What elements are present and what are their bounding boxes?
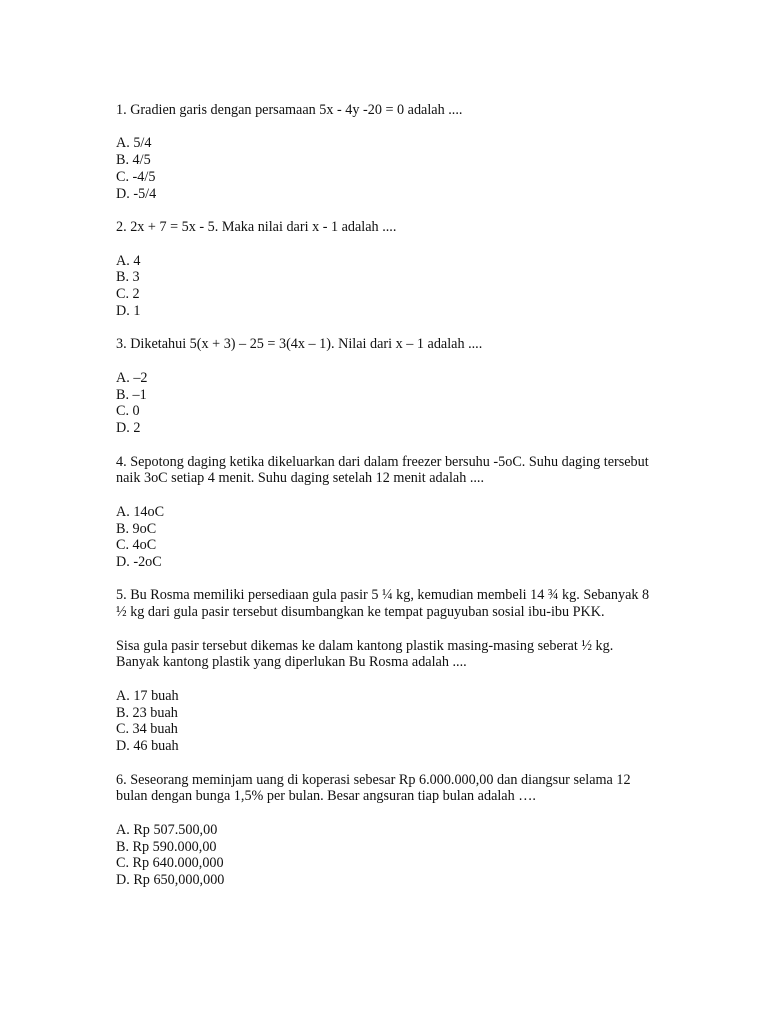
question-text: 2. 2x + 7 = 5x - 5. Maka nilai dari x - 1 adalah .... [116, 219, 397, 236]
question-text: 1. Gradien garis dengan persamaan 5x - 4y -20 = 0 adalah .... [116, 102, 463, 118]
question-stem [116, 336, 656, 353]
option-c: C. 4oC [116, 537, 157, 554]
option-d: D. -5/4 [116, 185, 157, 202]
option-a: A. 17 buah [116, 687, 179, 704]
question-stem [116, 772, 656, 806]
question-text-continued: Sisa gula pasir tersebut dikemas ke dalam kantong plastik masing-masing seberat ½ kg. Banyak kantong plastik yang diperlukan Bu Rosma adalah .... [116, 637, 614, 671]
question-stem [116, 454, 656, 488]
answer-options [116, 135, 656, 202]
question-5 [116, 587, 656, 755]
option-c: C. 2 [116, 286, 140, 303]
option-b: B. 23 buah [116, 704, 178, 721]
option-a: A. 5/4 [116, 135, 152, 152]
question-stem [116, 102, 656, 119]
option-c: C. Rp 640.000,000 [116, 855, 224, 872]
option-a: A. –2 [116, 369, 148, 386]
option-a: A. 4 [116, 252, 141, 269]
option-b: B. Rp 590.000,00 [116, 838, 217, 855]
question-text: 5. Bu Rosma memiliki persediaan gula pasir 5 ¼ kg, kemudian membeli 14 ¾ kg. Sebanyak 8 ½ kg dari gula pasir tersebut disumbangkan ke tempat paguyuban sosial ibu-ibu PKK. [116, 587, 650, 621]
question-stem [116, 587, 656, 671]
question-4 [116, 454, 656, 571]
option-a: A. 14oC [116, 503, 165, 520]
answer-options [116, 370, 656, 437]
question-2 [116, 219, 656, 320]
option-c: C. 34 buah [116, 721, 178, 738]
option-d: D. 1 [116, 302, 141, 319]
question-text: 4. Sepotong daging ketika dikeluarkan dari dalam freezer bersuhu -5oC. Suhu daging tersebut naik 3oC setiap 4 menit. Suhu daging setelah 12 menit adalah .... [116, 453, 649, 487]
question-6 [116, 772, 656, 889]
option-b: B. 3 [116, 269, 140, 286]
option-d: D. 46 buah [116, 738, 179, 755]
option-d: D. 2 [116, 420, 141, 437]
option-c: C. -4/5 [116, 168, 156, 185]
question-stem [116, 219, 656, 236]
option-b: B. –1 [116, 386, 147, 403]
option-d: D. Rp 650,000,000 [116, 872, 225, 889]
option-c: C. 0 [116, 403, 140, 420]
answer-options [116, 822, 656, 889]
option-b: B. 9oC [116, 520, 157, 537]
answer-options [116, 253, 656, 320]
question-text: 6. Seseorang meminjam uang di koperasi sebesar Rp 6.000.000,00 dan diangsur selama 12 bulan dengan bunga 1,5% per bulan. Besar angsuran tiap bulan adalah …. [116, 771, 631, 805]
option-b: B. 4/5 [116, 152, 151, 169]
option-a: A. Rp 507.500,00 [116, 821, 218, 838]
answer-options [116, 688, 656, 755]
question-1 [116, 102, 656, 203]
document-page [116, 102, 656, 906]
question-3 [116, 336, 656, 437]
answer-options [116, 504, 656, 571]
option-d: D. -2oC [116, 554, 162, 571]
question-text: 3. Diketahui 5(x + 3) – 25 = 3(4x – 1). Nilai dari x – 1 adalah .... [116, 336, 483, 353]
